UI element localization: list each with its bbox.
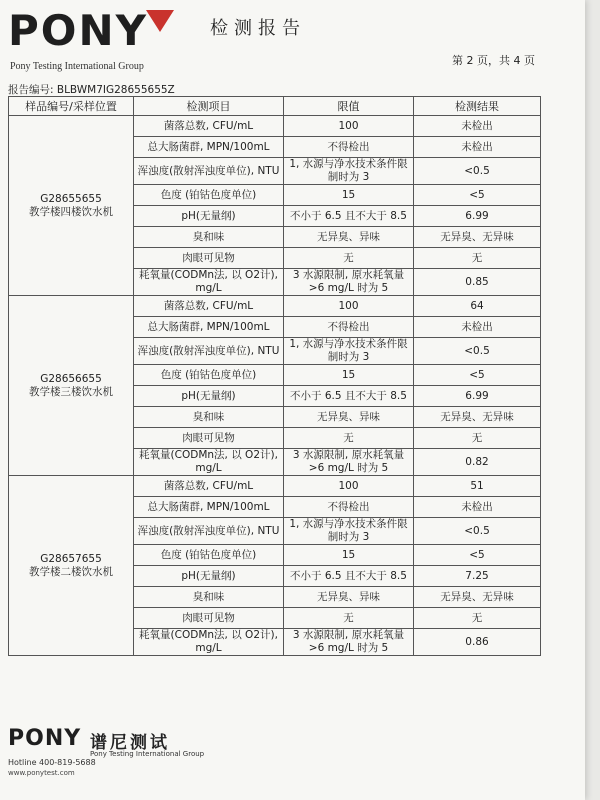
cell-limit: 无 bbox=[284, 428, 414, 449]
cell-item: 臭和味 bbox=[134, 587, 284, 608]
cell-item: pH(无量纲) bbox=[134, 386, 284, 407]
cell-limit: 1, 水源与净水技术条件限制时为 3 bbox=[284, 518, 414, 545]
cell-item: pH(无量纲) bbox=[134, 566, 284, 587]
cell-result: 无 bbox=[414, 608, 541, 629]
cell-item: 臭和味 bbox=[134, 407, 284, 428]
cell-limit: 3 水源限制, 原水耗氧量>6 mg/L 时为 5 bbox=[284, 269, 414, 296]
cell-limit: 15 bbox=[284, 545, 414, 566]
sample-location: 教学楼四楼饮水机 bbox=[29, 205, 113, 218]
cell-limit: 3 水源限制, 原水耗氧量>6 mg/L 时为 5 bbox=[284, 629, 414, 656]
cell-limit: 3 水源限制, 原水耗氧量>6 mg/L 时为 5 bbox=[284, 449, 414, 476]
sample-location: 教学楼三楼饮水机 bbox=[29, 385, 113, 398]
cell-result: 0.85 bbox=[414, 269, 541, 296]
footer-logo: PONY bbox=[8, 726, 82, 751]
cell-limit: 不得检出 bbox=[284, 137, 414, 158]
cell-item: 浑浊度(散射浑浊度单位), NTU bbox=[134, 158, 284, 185]
cell-item: 色度 (铂钴色度单位) bbox=[134, 185, 284, 206]
report-title: 检测报告 bbox=[210, 18, 306, 39]
cell-result: <5 bbox=[414, 185, 541, 206]
table-header-row bbox=[9, 97, 541, 116]
cell-item: 色度 (铂钴色度单位) bbox=[134, 545, 284, 566]
cell-result: <0.5 bbox=[414, 338, 541, 365]
cell-result: 6.99 bbox=[414, 386, 541, 407]
cell-item: 总大肠菌群, MPN/100mL bbox=[134, 317, 284, 338]
footer-subtitle: Pony Testing International Group bbox=[90, 750, 205, 758]
cell-result: 51 bbox=[414, 476, 541, 497]
header-item: 检测项目 bbox=[134, 97, 284, 116]
cell-limit: 15 bbox=[284, 365, 414, 386]
cell-limit: 15 bbox=[284, 185, 414, 206]
table-row bbox=[9, 116, 541, 137]
cell-result: <0.5 bbox=[414, 158, 541, 185]
cell-limit: 无异臭、异味 bbox=[284, 587, 414, 608]
cell-limit: 100 bbox=[284, 296, 414, 317]
cell-result: 无 bbox=[414, 248, 541, 269]
cell-limit: 无异臭、异味 bbox=[284, 227, 414, 248]
cell-limit: 无 bbox=[284, 608, 414, 629]
cell-limit: 不小于 6.5 且不大于 8.5 bbox=[284, 386, 414, 407]
cell-item: pH(无量纲) bbox=[134, 206, 284, 227]
cell-result: 未检出 bbox=[414, 116, 541, 137]
cell-item: 菌落总数, CFU/mL bbox=[134, 116, 284, 137]
table-body bbox=[9, 116, 541, 656]
cell-item: 浑浊度(散射浑浊度单位), NTU bbox=[134, 518, 284, 545]
cell-item: 肉眼可见物 bbox=[134, 248, 284, 269]
cell-limit: 无异臭、异味 bbox=[284, 407, 414, 428]
report-header bbox=[0, 0, 585, 96]
cell-item: 菌落总数, CFU/mL bbox=[134, 476, 284, 497]
report-footer bbox=[0, 718, 585, 800]
table-row bbox=[9, 476, 541, 497]
cell-limit: 不小于 6.5 且不大于 8.5 bbox=[284, 206, 414, 227]
cell-result: 64 bbox=[414, 296, 541, 317]
report-number: 报告编号: BLBWM7IG28655655Z bbox=[8, 84, 175, 96]
sample-location-cell bbox=[9, 116, 134, 296]
cell-result: <0.5 bbox=[414, 518, 541, 545]
cell-item: 肉眼可见物 bbox=[134, 608, 284, 629]
cell-result: 0.86 bbox=[414, 629, 541, 656]
cell-result: 无异臭、无异味 bbox=[414, 587, 541, 608]
company-subtitle: Pony Testing International Group bbox=[10, 61, 144, 72]
cell-limit: 不得检出 bbox=[284, 317, 414, 338]
cell-result: 无 bbox=[414, 428, 541, 449]
footer-brand-cn: 谱尼测试 bbox=[90, 733, 170, 753]
sample-id: G28655655 bbox=[40, 192, 102, 205]
cell-limit: 100 bbox=[284, 476, 414, 497]
cell-limit: 不小于 6.5 且不大于 8.5 bbox=[284, 566, 414, 587]
results-table bbox=[8, 96, 541, 656]
cell-result: 6.99 bbox=[414, 206, 541, 227]
header-location: 样品编号/采样位置 bbox=[9, 97, 134, 116]
cell-result: 未检出 bbox=[414, 497, 541, 518]
cell-limit: 1, 水源与净水技术条件限制时为 3 bbox=[284, 338, 414, 365]
cell-limit: 1, 水源与净水技术条件限制时为 3 bbox=[284, 158, 414, 185]
cell-item: 浑浊度(散射浑浊度单位), NTU bbox=[134, 338, 284, 365]
cell-result: 未检出 bbox=[414, 137, 541, 158]
footer-website: www.ponytest.com bbox=[8, 769, 75, 777]
cell-result: 7.25 bbox=[414, 566, 541, 587]
cell-result: <5 bbox=[414, 545, 541, 566]
cell-item: 耗氧量(CODMn法, 以 O2计), mg/L bbox=[134, 269, 284, 296]
cell-item: 总大肠菌群, MPN/100mL bbox=[134, 497, 284, 518]
sample-location-cell bbox=[9, 296, 134, 476]
cell-result: 0.82 bbox=[414, 449, 541, 476]
sample-id: G28656655 bbox=[40, 372, 102, 385]
cell-item: 总大肠菌群, MPN/100mL bbox=[134, 137, 284, 158]
sample-location: 教学楼二楼饮水机 bbox=[29, 565, 113, 578]
page-number: 第 2 页，共 4 页 bbox=[452, 54, 535, 67]
cell-item: 肉眼可见物 bbox=[134, 428, 284, 449]
cell-result: 无异臭、无异味 bbox=[414, 407, 541, 428]
footer-hotline: Hotline 400-819-5688 bbox=[8, 758, 96, 767]
cell-item: 色度 (铂钴色度单位) bbox=[134, 365, 284, 386]
cell-item: 菌落总数, CFU/mL bbox=[134, 296, 284, 317]
sample-location-cell bbox=[9, 476, 134, 656]
cell-result: 未检出 bbox=[414, 317, 541, 338]
logo-triangle-icon bbox=[146, 10, 174, 32]
table-row bbox=[9, 296, 541, 317]
company-logo: PONY bbox=[8, 6, 149, 55]
sample-id: G28657655 bbox=[40, 552, 102, 565]
cell-limit: 不得检出 bbox=[284, 497, 414, 518]
cell-result: <5 bbox=[414, 365, 541, 386]
header-result: 检测结果 bbox=[414, 97, 541, 116]
cell-item: 耗氧量(CODMn法, 以 O2计), mg/L bbox=[134, 449, 284, 476]
cell-limit: 100 bbox=[284, 116, 414, 137]
cell-limit: 无 bbox=[284, 248, 414, 269]
header-limit: 限值 bbox=[284, 97, 414, 116]
cell-item: 臭和味 bbox=[134, 227, 284, 248]
cell-item: 耗氧量(CODMn法, 以 O2计), mg/L bbox=[134, 629, 284, 656]
cell-result: 无异臭、无异味 bbox=[414, 227, 541, 248]
